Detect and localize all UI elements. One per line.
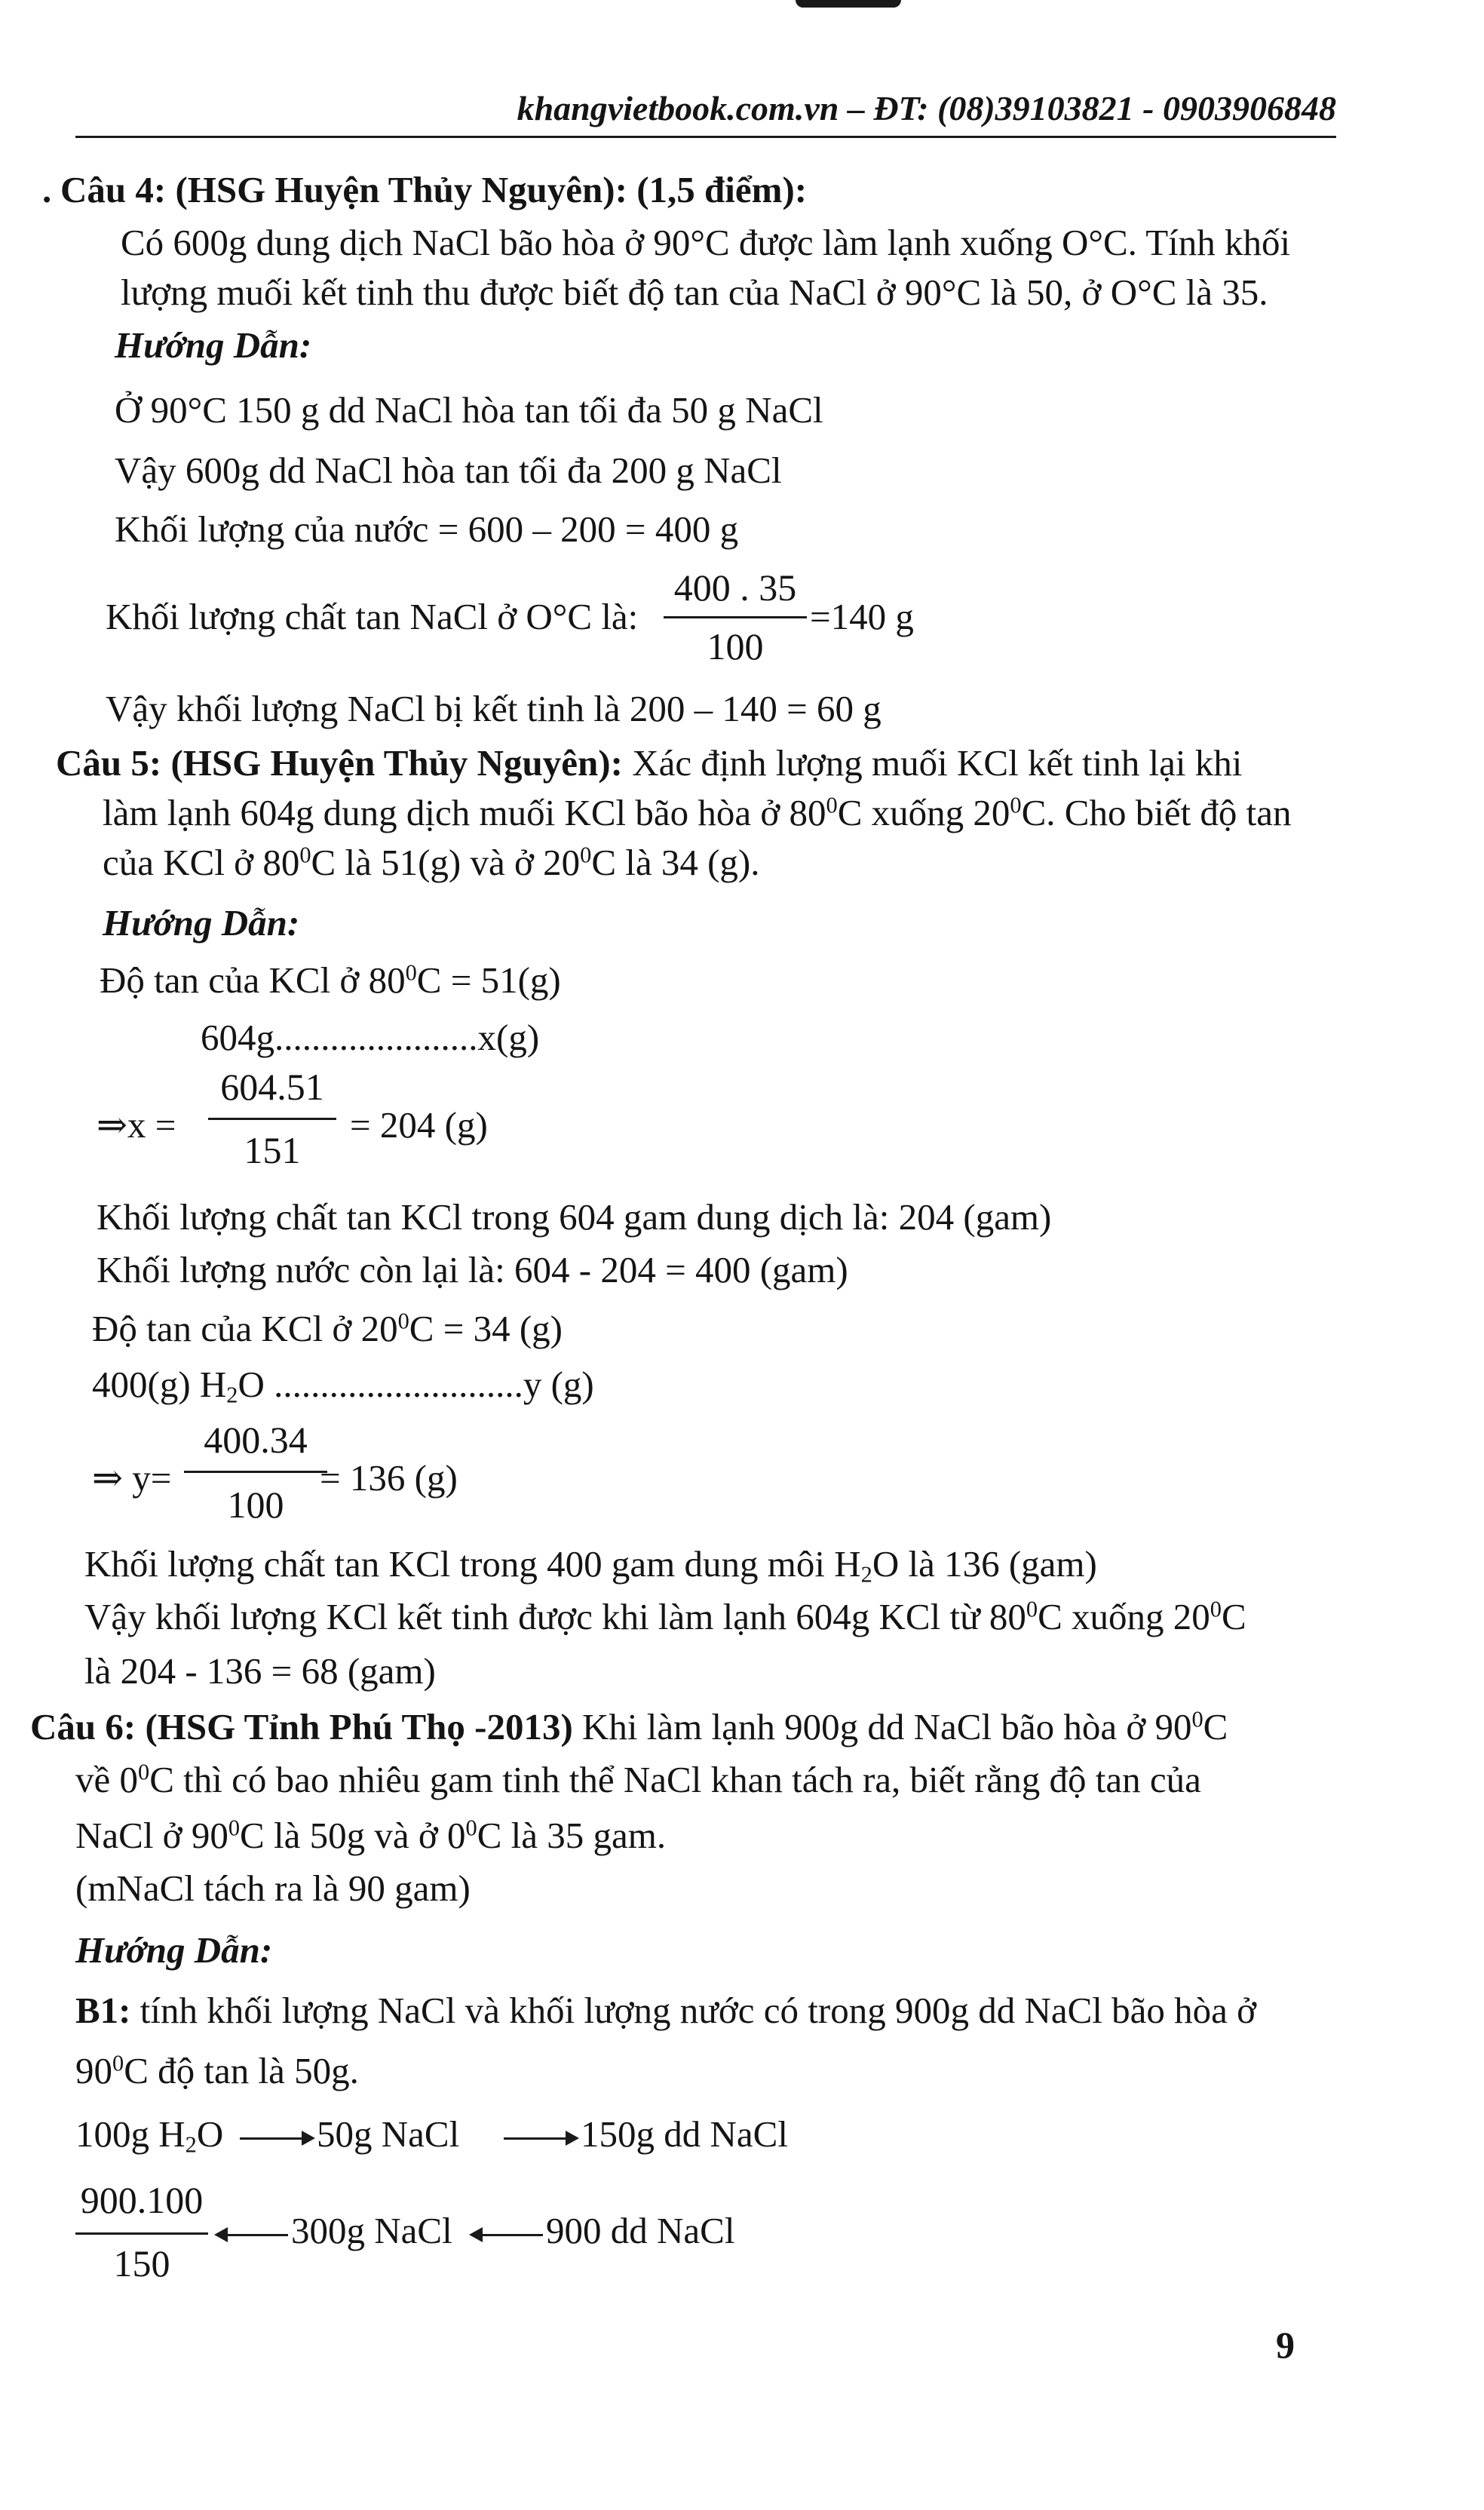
q4-fraction-numerator: 400 . 35	[673, 566, 797, 609]
q5-step1	[100, 958, 561, 1003]
q6-p2-text2: C thì có bao nhiêu gam tinh thể NaCl khan tách ra, biết rằng độ tan của	[149, 1759, 1201, 1800]
q5-p3-text2: C là 51(g) và ở 20	[311, 842, 581, 883]
q5-s9-text: Khối lượng chất tan KCl trong 400 gam dung môi H	[84, 1543, 861, 1585]
degree-sup: 0	[1191, 1706, 1203, 1732]
q5-step8-prefix: ⇒ y=	[92, 1457, 172, 1499]
q6-p3-text3: C là 35 gam.	[477, 1815, 667, 1856]
q5-fraction2-numerator: 400.34	[204, 1419, 308, 1461]
q6-p3-text: NaCl ở 90	[75, 1815, 228, 1856]
q5-p2-text3: C. Cho biết độ tan	[1021, 792, 1292, 833]
q5-step9	[84, 1542, 1097, 1587]
degree-sup: 0	[465, 1815, 477, 1841]
q6-problem-line3	[75, 1813, 666, 1858]
q4-step3: Khối lượng của nước = 600 – 200 = 400 g	[115, 508, 739, 550]
header-text: khangvietbook.com.vn – ĐT: (08)39103821 - 0903906848	[517, 89, 1336, 127]
q6-title-end: C	[1203, 1706, 1228, 1747]
q6-b1-text: tính khối lượng NaCl và khối lượng nước có trong 900g dd NaCl bão hòa ở	[140, 1990, 1257, 2031]
q5-s6-text2: C = 34 (g)	[409, 1308, 563, 1349]
q4-fraction	[664, 566, 807, 671]
q6-title-line	[30, 1705, 1228, 1750]
subscript: 2	[185, 2131, 197, 2158]
q5-step11: là 204 - 136 = 68 (gam)	[84, 1650, 436, 1692]
degree-sup: 0	[1026, 1596, 1038, 1622]
q5-fraction2	[184, 1418, 327, 1531]
q6-ratio-line1-end: 150g dd NaCl	[581, 2113, 788, 2155]
q6-b1-line2	[75, 2048, 359, 2094]
q4-problem-line2: lượng muối kết tinh thu được biết độ tan của NaCl ở 90°C là 50, ở O°C là 35.	[121, 272, 1268, 313]
binding-mark	[796, 0, 901, 8]
degree-sup: 0	[826, 792, 838, 818]
fraction-bar	[75, 2232, 208, 2235]
q5-fraction1-numerator: 604.51	[220, 1066, 324, 1108]
q5-step10	[84, 1594, 1246, 1640]
degree-sup: 0	[299, 842, 311, 868]
degree-sup: 0	[580, 842, 592, 868]
q5-s7-text: 400(g) H	[92, 1364, 227, 1405]
q5-s7-text2: O ...........................y (g)	[238, 1364, 594, 1405]
left-arrow-icon	[217, 2234, 288, 2236]
q6-problem-line2	[75, 1757, 1201, 1803]
page-number: 9	[1276, 2324, 1295, 2366]
q6-title-rest: Khi làm lạnh 900g dd NaCl bão hòa ở 90	[582, 1706, 1192, 1747]
q5-s10-text2: C xuống 20	[1038, 1596, 1210, 1637]
q4-title: Câu 4: (HSG Huyện Thủy Nguyên): (1,5 điểm):	[60, 169, 808, 210]
q6-answer-note: (mNaCl tách ra là 90 gam)	[75, 1867, 471, 1909]
q5-step5: Khối lượng nước còn lại là: 604 - 204 = 400 (gam)	[97, 1249, 848, 1290]
bullet-dot: .	[42, 169, 52, 210]
right-arrow-icon	[240, 2137, 312, 2140]
q6-r1-text2: O	[196, 2113, 224, 2155]
q6-ratio-line2-end: 900 dd NaCl	[546, 2210, 735, 2251]
q5-step2: 604g......................x(g)	[201, 1017, 540, 1058]
degree-sup: 0	[1210, 1596, 1222, 1622]
degree-sup: 0	[112, 2050, 124, 2076]
q5-step4: Khối lượng chất tan KCl trong 604 gam dung dịch là: 204 (gam)	[97, 1196, 1052, 1238]
q6-p3-text2: C là 50g và ở 0	[240, 1815, 466, 1856]
q6-ratio-line2-mid: 300g NaCl	[291, 2210, 452, 2251]
q6-b1-l2-text2: C độ tan là 50g.	[124, 2050, 359, 2091]
q5-problem-line2	[103, 790, 1292, 836]
q6-r1-text: 100g H	[75, 2113, 186, 2155]
fraction-bar	[184, 1471, 327, 1473]
q4-fraction-denominator: 100	[707, 625, 764, 667]
fraction-bar	[664, 616, 807, 618]
q6-guide-heading: Hướng Dẫn:	[75, 1929, 273, 1971]
q6-fraction-numerator: 900.100	[80, 2179, 204, 2221]
q5-s9-text2: O là 136 (gam)	[872, 1543, 1097, 1585]
q5-p2-text: làm lạnh 604g dung dịch muối KCl bão hòa ở 80	[103, 792, 826, 833]
degree-sup: 0	[1010, 792, 1022, 818]
q4-step1: Ở 90°C 150 g dd NaCl hòa tan tối đa 50 g NaCl	[115, 389, 823, 431]
q4-problem-line1: Có 600g dung dịch NaCl bão hòa ở 90°C được làm lạnh xuống O°C. Tính khối	[121, 222, 1291, 263]
q5-step3-result: = 204 (g)	[350, 1104, 488, 1146]
q5-s1-text2: C = 51(g)	[416, 959, 561, 1001]
q6-ratio-line1-mid: 50g NaCl	[317, 2113, 460, 2155]
q5-title-line	[56, 741, 1242, 786]
q4-guide-heading: Hướng Dẫn:	[115, 324, 312, 366]
q5-s6-text: Độ tan của KCl ở 20	[92, 1308, 398, 1349]
q5-s1-text: Độ tan của KCl ở 80	[100, 959, 406, 1001]
left-arrow-icon	[472, 2234, 543, 2236]
degree-sup: 0	[138, 1759, 150, 1785]
q5-step8-result: = 136 (g)	[320, 1457, 458, 1499]
q5-step6	[92, 1306, 563, 1352]
q5-title-rest: Xác định lượng muối KCl kết tinh lại khi	[632, 742, 1243, 784]
fraction-bar	[208, 1118, 336, 1120]
q6-b1-label: B1:	[75, 1990, 131, 2031]
q5-step3-prefix: ⇒x =	[97, 1104, 176, 1146]
q5-p3-text3: C là 34 (g).	[591, 842, 760, 883]
q5-title: Câu 5: (HSG Huyện Thủy Nguyên):	[56, 742, 623, 784]
q6-fraction	[75, 2178, 208, 2291]
q5-p3-text: của KCl ở 80	[103, 842, 300, 883]
q4-step2: Vậy 600g dd NaCl hòa tan tối đa 200 g NaCl	[115, 450, 782, 491]
q6-fraction-denominator: 150	[113, 2242, 170, 2284]
subscript: 2	[226, 1382, 238, 1408]
q5-s10-text3: C	[1221, 1596, 1246, 1637]
q4-step4-result: =140 g	[810, 596, 914, 637]
degree-sup: 0	[397, 1308, 409, 1334]
q5-step7	[92, 1362, 594, 1407]
degree-sup: 0	[405, 959, 417, 986]
q5-fraction1-denominator: 151	[244, 1129, 301, 1171]
q5-fraction2-denominator: 100	[227, 1484, 284, 1526]
degree-sup: 0	[228, 1815, 241, 1841]
q5-problem-line3	[103, 840, 760, 885]
q6-ratio-line1-start	[75, 2112, 223, 2157]
q6-b1-l2-text: 90	[75, 2050, 112, 2091]
q5-fraction1	[208, 1065, 336, 1177]
running-header	[75, 75, 1336, 138]
q5-p2-text2: C xuống 20	[837, 792, 1010, 833]
q6-p2-text: về 0	[75, 1759, 138, 1800]
q5-guide-heading: Hướng Dẫn:	[103, 902, 300, 944]
q4-step4-text: Khối lượng chất tan NaCl ở O°C là:	[106, 596, 639, 637]
right-arrow-icon	[504, 2137, 576, 2140]
q4-step5: Vậy khối lượng NaCl bị kết tinh là 200 – 140 = 60 g	[106, 688, 882, 729]
q6-b1-line1	[75, 1988, 1256, 2033]
q6-title: Câu 6: (HSG Tỉnh Phú Thọ -2013)	[30, 1706, 573, 1747]
q5-s10-text: Vậy khối lượng KCl kết tinh được khi làm lạnh 604g KCl từ 80	[84, 1596, 1026, 1637]
subscript: 2	[860, 1561, 872, 1588]
